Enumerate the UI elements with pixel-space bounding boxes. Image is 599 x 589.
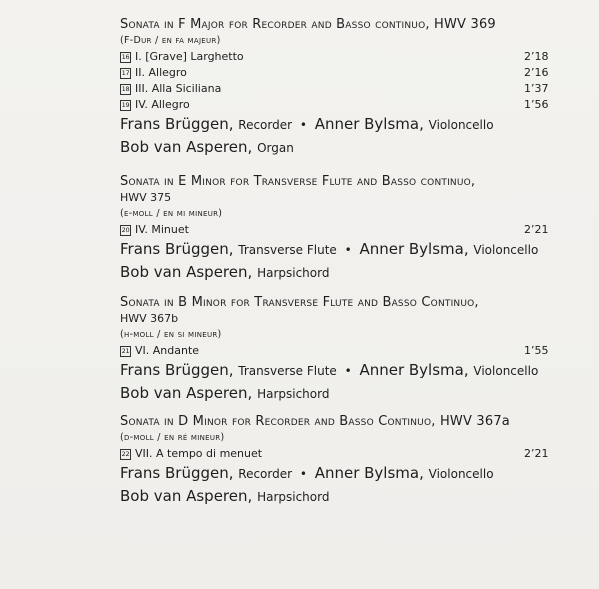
sonata-title	[120, 16, 582, 33]
catalog-number: HWV 375	[120, 191, 172, 204]
performer-name: Frans Brüggen,	[120, 115, 234, 133]
performer-role: Violoncello	[428, 467, 494, 481]
bullet-separator: •	[344, 243, 352, 257]
performer-role: Recorder	[238, 118, 293, 132]
track-row	[120, 49, 582, 65]
track-duration: 2’16	[524, 66, 549, 79]
key-subtitle: (h-moll / en si mineur)	[120, 329, 222, 340]
performers-line	[120, 485, 582, 508]
track-duration: 2’18	[524, 50, 549, 63]
performer-role: Harpsichord	[257, 266, 330, 280]
track-duration: 1’37	[524, 82, 549, 95]
performer-name: Bob van Asperen,	[120, 384, 253, 402]
sonata-title-text: Sonata in D Minor for Recorder and Basso Continuo,	[120, 414, 436, 429]
sonata-title-text: Sonata in E Minor for Transverse Flute and Basso continuo,	[120, 174, 476, 189]
track-number-box: 22	[121, 450, 130, 458]
performer-role: Violoncello	[473, 243, 539, 257]
sonata-title-text: Sonata in F Major for Recorder and Basso continuo,	[120, 17, 430, 32]
performer-name: Anner Bylsma,	[314, 115, 424, 133]
performers-line	[120, 261, 582, 284]
track-row	[120, 81, 582, 97]
sonata-section	[120, 413, 582, 508]
performer-role: Harpsichord	[257, 490, 330, 504]
track-duration: 1’56	[524, 98, 549, 111]
track-number-box: 18	[121, 85, 130, 93]
track-row	[120, 65, 582, 81]
performers-line	[120, 359, 582, 382]
sonata-section	[120, 173, 582, 284]
track-name: I. [Grave] Larghetto	[135, 50, 244, 63]
track-name: II. Allegro	[135, 66, 187, 79]
track-name: IV. Minuet	[135, 223, 189, 236]
key-subtitle: (F-Dur / en fa majeur)	[120, 35, 221, 46]
track-duration: 2’21	[524, 223, 549, 236]
sonata-section	[120, 16, 582, 159]
track-number-box: 19	[121, 101, 130, 109]
performer-name: Anner Bylsma,	[359, 240, 469, 258]
sonata-title	[120, 413, 582, 430]
track-number-box: 16	[121, 53, 130, 61]
track-row	[120, 446, 582, 462]
performers-line	[120, 136, 582, 159]
catalog-number: HWV 369	[434, 17, 496, 32]
performer-role: Transverse Flute	[238, 243, 337, 257]
track-duration: 2’21	[524, 447, 549, 460]
sonata-title	[120, 173, 582, 190]
track-row	[120, 97, 582, 113]
performer-name: Bob van Asperen,	[120, 263, 253, 281]
performer-name: Anner Bylsma,	[314, 464, 424, 482]
track-name: III. Alla Siciliana	[135, 82, 222, 95]
catalog-number: HWV 367b	[120, 312, 179, 325]
performer-role: Violoncello	[428, 118, 494, 132]
performer-name: Frans Brüggen,	[120, 464, 234, 482]
bullet-separator: •	[299, 467, 307, 481]
bullet-separator: •	[299, 118, 307, 132]
sonata-title	[120, 294, 582, 311]
performer-name: Bob van Asperen,	[120, 138, 253, 156]
performer-role: Recorder	[238, 467, 293, 481]
track-name: VII. A tempo di menuet	[135, 447, 263, 460]
track-row	[120, 222, 582, 238]
performer-role: Transverse Flute	[238, 364, 337, 378]
performers-line	[120, 462, 582, 485]
track-number-box: 20	[121, 226, 130, 234]
track-name: IV. Allegro	[135, 98, 190, 111]
performer-name: Bob van Asperen,	[120, 487, 253, 505]
track-number-box: 17	[121, 69, 130, 77]
performer-name: Frans Brüggen,	[120, 240, 234, 258]
key-subtitle: (e-moll / en mi mineur)	[120, 208, 223, 219]
performers-line	[120, 113, 582, 136]
track-duration: 1’55	[524, 344, 549, 357]
performer-role: Harpsichord	[257, 387, 330, 401]
track-name: VI. Andante	[135, 344, 200, 357]
performer-role: Violoncello	[473, 364, 539, 378]
performer-name: Anner Bylsma,	[359, 361, 469, 379]
bullet-separator: •	[344, 364, 352, 378]
track-number-box: 21	[121, 347, 130, 355]
sonata-title-text: Sonata in B Minor for Transverse Flute and Basso Continuo,	[120, 295, 479, 310]
performers-line	[120, 238, 582, 261]
sonata-section	[120, 294, 582, 405]
performer-role: Organ	[257, 141, 294, 155]
key-subtitle: (d-moll / en ré mineur)	[120, 432, 225, 443]
track-row	[120, 343, 582, 359]
performers-line	[120, 382, 582, 405]
performer-name: Frans Brüggen,	[120, 361, 234, 379]
catalog-number: HWV 367a	[439, 414, 510, 429]
